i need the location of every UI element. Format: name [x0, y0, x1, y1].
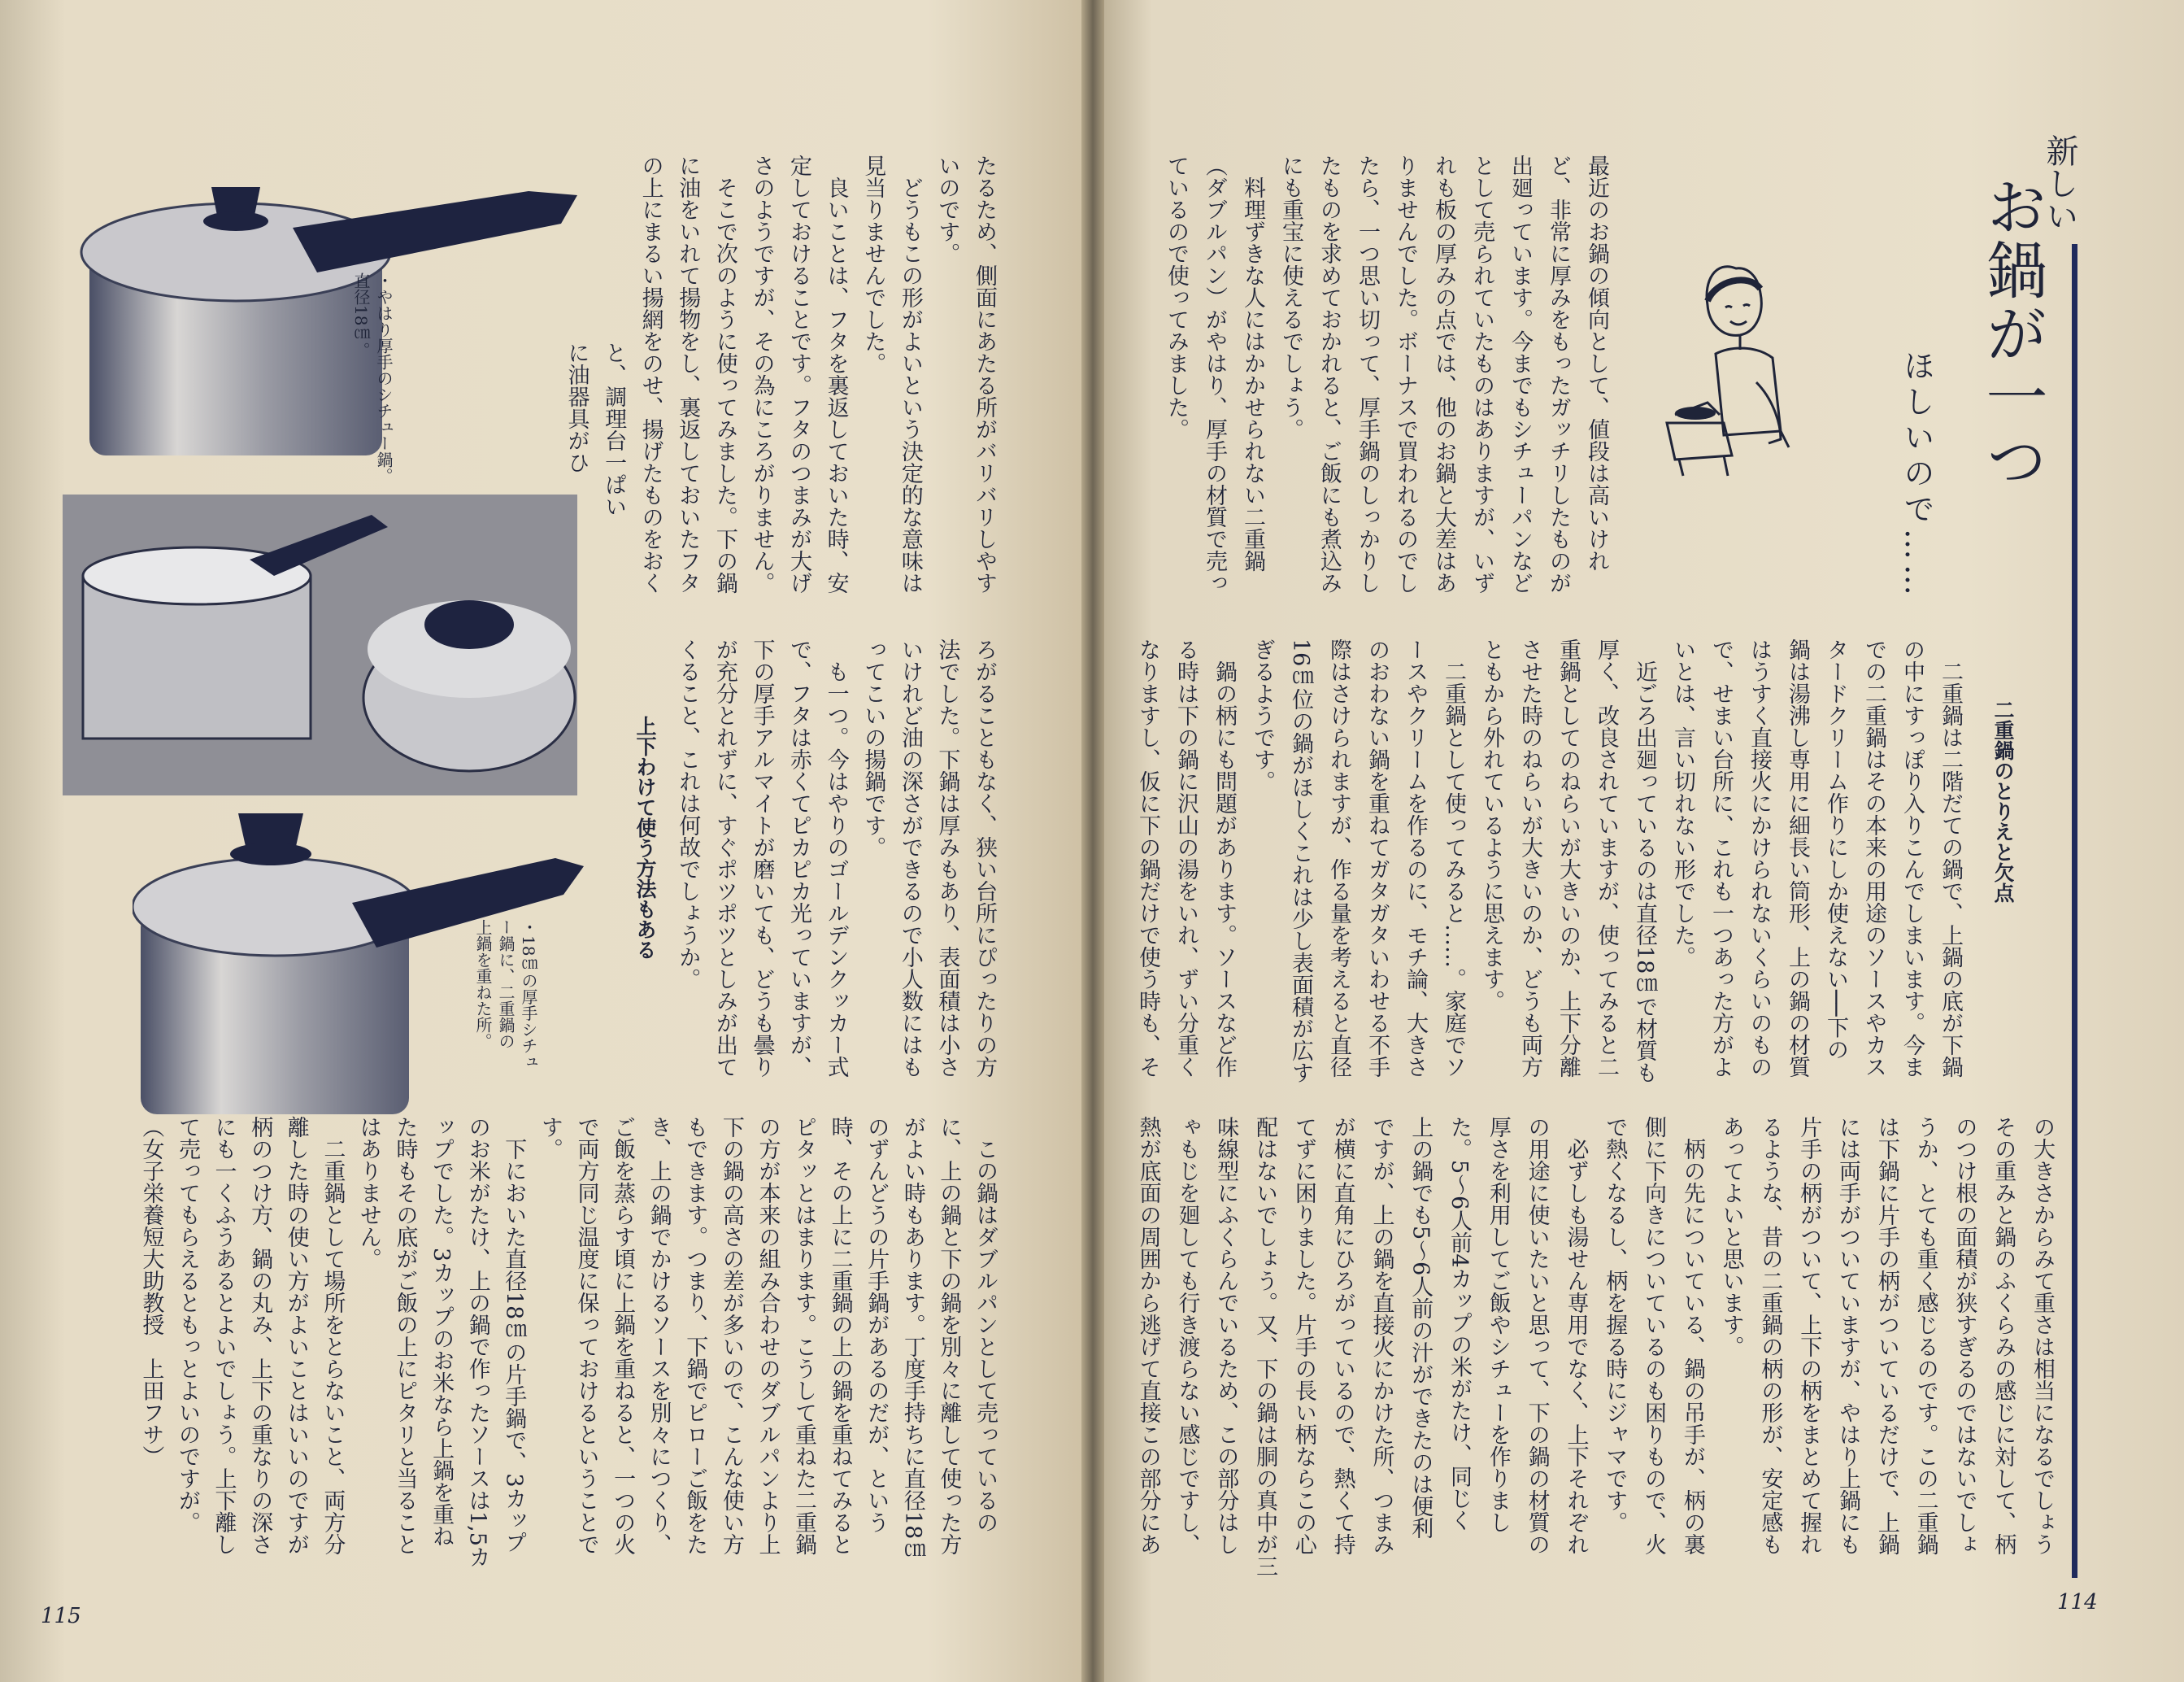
text-column: の上にまるい揚網をのせ、揚げたものをおく: [637, 155, 663, 594]
text-column: その重みと鍋のふくらみの感じに対して、柄: [1990, 1116, 2017, 1555]
text-column: もできます。つまり、下鍋でピローご飯をた: [682, 1116, 708, 1555]
text-column: はうすく直接火にかけられないくらいのもの: [1747, 638, 1772, 1078]
text-column: 下の厚手アルマイトが磨いても、どうも曇り: [749, 638, 775, 1078]
text-column: あってよいと思います。: [1718, 1116, 1744, 1357]
text-column: と、調理台一ぱい: [601, 342, 627, 517]
text-column: 上の鍋でも5〜6人前の汁ができたのは便利: [1407, 1116, 1434, 1540]
text-column: ピタッとはまります。こうして重ねた二重鍋: [791, 1116, 817, 1555]
text-column: いけれど油の深さができるので小人数にはも: [897, 638, 923, 1078]
page-number-right: 114: [2057, 1590, 2098, 1614]
frying-use-text: [668, 638, 1003, 1102]
text-column: どうもこの形がよいという決定的な意味は: [897, 155, 923, 594]
text-column: のつけ根の面積が狭すぎるのではないでしょ: [1951, 1116, 1977, 1555]
text-column: で両方同じ温度に保っておけるということで: [573, 1116, 599, 1555]
text-column: 必ずしも湯せん専用でなく、上下それぞれ: [1563, 1116, 1589, 1555]
article-title: お鍋が一つ: [1976, 175, 2048, 492]
caption-line: ・やはり厚手のシチュー鍋。: [374, 272, 394, 484]
text-column: なりますし、仮に下の鍋だけで使う時も、そ: [1135, 638, 1160, 1078]
text-column: 側に下向きについているのも困りもので、火: [1641, 1116, 1667, 1555]
book-spine: [1081, 0, 1104, 1682]
photo3-caption: [472, 919, 540, 1131]
text-column: の方が本来の組み合わせのダブルパンより上: [755, 1116, 781, 1555]
text-column: （女子栄養短大助教授 上田フサ）: [138, 1116, 164, 1467]
text-column: て売ってもらえるともっとよいのですが。: [174, 1116, 200, 1533]
text-column: 法でした。下鍋は厚みもあり、表面積は小さ: [934, 638, 960, 1078]
text-column: さのようですが、その為にころがりません。: [749, 155, 775, 594]
text-column: りませんでした。ボーナスで買われるのでし: [1393, 155, 1418, 594]
text-column: 際はさけられますが、作る量を考えると直径: [1326, 638, 1351, 1078]
intro-text: [1156, 155, 1616, 618]
text-column: うか、とても重く感じるのです。この二重鍋: [1912, 1116, 1938, 1555]
text-column: 二重鍋として使ってみると……。家庭でソ: [1441, 638, 1466, 1078]
text-column: にも一くふうあるとよいでしょう。上下離し: [211, 1116, 237, 1555]
text-column: 出廻っています。今までもシチューパンなど: [1507, 155, 1533, 594]
text-column: 厚さを利用してご飯やシチューを作りまし: [1485, 1116, 1511, 1533]
text-column: る時は下の鍋に沢山の湯をいれ、ずい分重く: [1173, 638, 1199, 1078]
text-column: ゃもじを廻しても行き渡らない感じですし、: [1174, 1116, 1200, 1555]
text-column: として売られていたものはありますが、いず: [1469, 155, 1494, 594]
text-column: たものを求めておかれると、ご飯にも煮込み: [1316, 155, 1342, 594]
article-subtitle: ほしいので……: [1899, 350, 1934, 600]
text-column: れも板の厚みの点では、他のお鍋と大差はあ: [1431, 155, 1456, 594]
text-column: 味線型にふくらんでいるため、この部分はし: [1213, 1116, 1239, 1555]
continued-text-top: [557, 155, 1003, 618]
text-column: （ダブルパン）がやはり、厚手の材質で売っ: [1202, 155, 1227, 594]
text-column: ぎるようです。: [1250, 638, 1275, 792]
text-column: 柄のつけ方、鍋の丸み、上下の重なりの深さ: [247, 1116, 273, 1555]
text-column: のお米がたけ、上の鍋で作ったソースは1,5カ: [464, 1116, 490, 1568]
text-column: で、せまい台所に、これも一つあった方がよ: [1708, 638, 1734, 1078]
text-column: に油をいれて揚物をし、裏返しておいたフタ: [675, 155, 701, 594]
text-column: のおわない鍋を重ねてガタガタいわせる不手: [1364, 638, 1390, 1078]
text-column: 鍋は湯沸し専用に細長い筒形、上の鍋の材質: [1785, 638, 1810, 1078]
text-column: 近ごろ出廻っているのは直径18㎝で材質も: [1632, 638, 1657, 1084]
text-column: ご飯を蒸らす頃に上鍋を重ねると、一つの火: [610, 1116, 636, 1555]
text-column: 重鍋としてのねらいが大きいのか、上下分離: [1555, 638, 1581, 1078]
text-column: ですが、上の鍋を直接火にかけた所、つまみ: [1368, 1116, 1394, 1555]
text-column: 離した時の使い方がよいことはいいのですが: [283, 1116, 309, 1555]
text-column: 16㎝位の鍋がほしくこれは少し表面積が広す: [1288, 638, 1313, 1084]
text-column: が充分とれずに、すぐポツポツとしみが出て: [711, 638, 737, 1078]
text-column: たるため、側面にあたる所がバリバリしやす: [972, 155, 997, 594]
pros-cons-text: [1128, 638, 1969, 1102]
text-column: この鍋はダブルパンとして売っているの: [972, 1116, 998, 1533]
text-column: 最近のお鍋の傾向として、値段は高いけれ: [1584, 155, 1609, 572]
woman-cooking-illustration: [1659, 244, 1821, 496]
text-column: で熱くなるし、柄を握る時にジャマです。: [1602, 1116, 1628, 1533]
text-column: にも重宝に使えるでしょう。: [1278, 155, 1303, 440]
text-column: 料理ずきな人にはかかせられない二重鍋: [1240, 155, 1265, 572]
photo-double-pans: [63, 495, 577, 795]
continued-text: [1128, 1116, 2061, 1604]
text-column: も一つ。今はやりのゴールデンクッカー式: [823, 638, 849, 1078]
text-column: す。: [537, 1116, 563, 1160]
section-heading-pros-cons: 二重鍋のとりえと欠点: [1991, 699, 2015, 903]
section-heading-separate-use: 上下わけて使う方法もある: [633, 716, 657, 960]
caption-line: ー鍋に、二重鍋の: [496, 919, 516, 1049]
text-column: た時もその底がご飯の上にピタリと当ること: [392, 1116, 418, 1555]
text-column: そこで次のように使ってみました。下の鍋: [711, 155, 737, 594]
text-column: には両手がついていますが、やはり上鍋にも: [1835, 1116, 1861, 1555]
text-column: のずんどうの片手鍋があるのだが、という: [864, 1116, 890, 1533]
page-number-left: 115: [41, 1604, 81, 1628]
text-column: 下の鍋の高さの差が多いので、こんな使い方: [718, 1116, 744, 1555]
text-column: タードクリーム作りにしか使えない──下の: [1823, 638, 1848, 1061]
text-column: 二重鍋は二階だての鍋で、上鍋の底が下鍋: [1938, 638, 1963, 1078]
text-column: るような、昔の二重鍋の柄の形が、安定感も: [1757, 1116, 1783, 1555]
text-column: 鍋の柄にも問題があります。ソースなど作: [1212, 638, 1237, 1078]
text-column: に油器具がひ: [563, 342, 590, 473]
separate-use-text: [133, 1116, 1003, 1604]
text-column: 下においた直径18㎝の片手鍋で、3カップ: [501, 1116, 527, 1553]
text-column: たら、一つ思い切って、厚手鍋のしっかりし: [1355, 155, 1380, 594]
text-column: 良いことは、フタを裏返しておいた時、安: [823, 155, 849, 594]
text-column: 定しておけることです。フタのつまみが大げ: [786, 155, 812, 594]
text-column: がよい時もあります。丁度手持ちに直径18㎝: [899, 1116, 925, 1562]
text-column: てずに困りました。片手の長い柄ならこの心: [1290, 1116, 1316, 1555]
text-column: ど、非常に厚みをもったガッチリしたものが: [1546, 155, 1571, 594]
text-column: 熱が底面の周囲から逃げて直接この部分にあ: [1135, 1116, 1161, 1555]
caption-line: 上鍋を重ねた所。: [473, 919, 493, 1049]
text-column: ップでした。3カップのお米なら上鍋を重ね: [429, 1116, 455, 1548]
text-column: させた時のねらいが大きいのか、どうも両方: [1517, 638, 1542, 1078]
title-rule: [2072, 244, 2077, 1578]
caption-line: ・18㎝の厚手シチュ: [519, 919, 538, 1070]
title-prefix: 新しい: [2041, 134, 2078, 232]
text-column: はありません。: [355, 1116, 381, 1270]
text-column: た。5〜6人前4カップの米がたけ、同じく: [1447, 1116, 1473, 1532]
text-column: 片手の柄がついて、上下の柄をまとめて握れ: [1796, 1116, 1822, 1555]
text-column: ろがることもなく、狭い台所にぴったりの方: [972, 638, 997, 1078]
text-column: ているので使ってみました。: [1164, 155, 1189, 440]
caption-line: 直径18㎝。: [351, 272, 371, 359]
text-column: の用途に使いたいと思って、下の鍋の材質の: [1524, 1116, 1550, 1555]
text-column: 配はないでしょう。又、下の鍋は胴の真中が三: [1252, 1116, 1278, 1577]
text-column: き、上の鍋でかけるソースを別々につくり、: [646, 1116, 672, 1555]
text-column: での二重鍋はその本来の用途のソースやカス: [1861, 638, 1886, 1078]
text-column: ともから外れているように思えます。: [1479, 638, 1504, 1012]
text-column: 柄の先についている、鍋の吊手が、柄の裏: [1679, 1116, 1705, 1555]
text-column: 時、その上に二重鍋の上の鍋を重ねてみると: [827, 1116, 853, 1555]
text-column: くること、これは何故でしょうか。: [675, 638, 701, 990]
text-column: 厚く、改良されていますが、使ってみると二: [1594, 638, 1619, 1078]
text-column: で、フタは赤くてピカピカ光っていますが、: [786, 638, 812, 1078]
text-column: 見当りませんでした。: [860, 155, 886, 374]
text-column: の大きさからみて重さは相当になるでしょう: [2030, 1116, 2055, 1555]
text-column: 二重鍋として場所をとらないこと、両方分: [320, 1116, 346, 1555]
photo-stew-pot: [73, 163, 594, 480]
text-column: いのです。: [934, 155, 960, 264]
text-column: は下鍋に片手の柄がついているだけで、上鍋: [1873, 1116, 1899, 1555]
text-column: ースやクリームを作るのに、モチ論、大きさ: [1403, 638, 1428, 1078]
text-column: に、上の鍋と下の鍋を別々に離して使った方: [936, 1116, 962, 1555]
text-column: が横に直角にひろがっているので、熱くて持: [1329, 1116, 1355, 1555]
text-column: の中にすっぽり入りこんでしまいます。今ま: [1899, 638, 1925, 1078]
text-column: いとは、言い切れない形でした。: [1670, 638, 1695, 968]
text-column: ってこいの揚鍋です。: [860, 638, 886, 858]
